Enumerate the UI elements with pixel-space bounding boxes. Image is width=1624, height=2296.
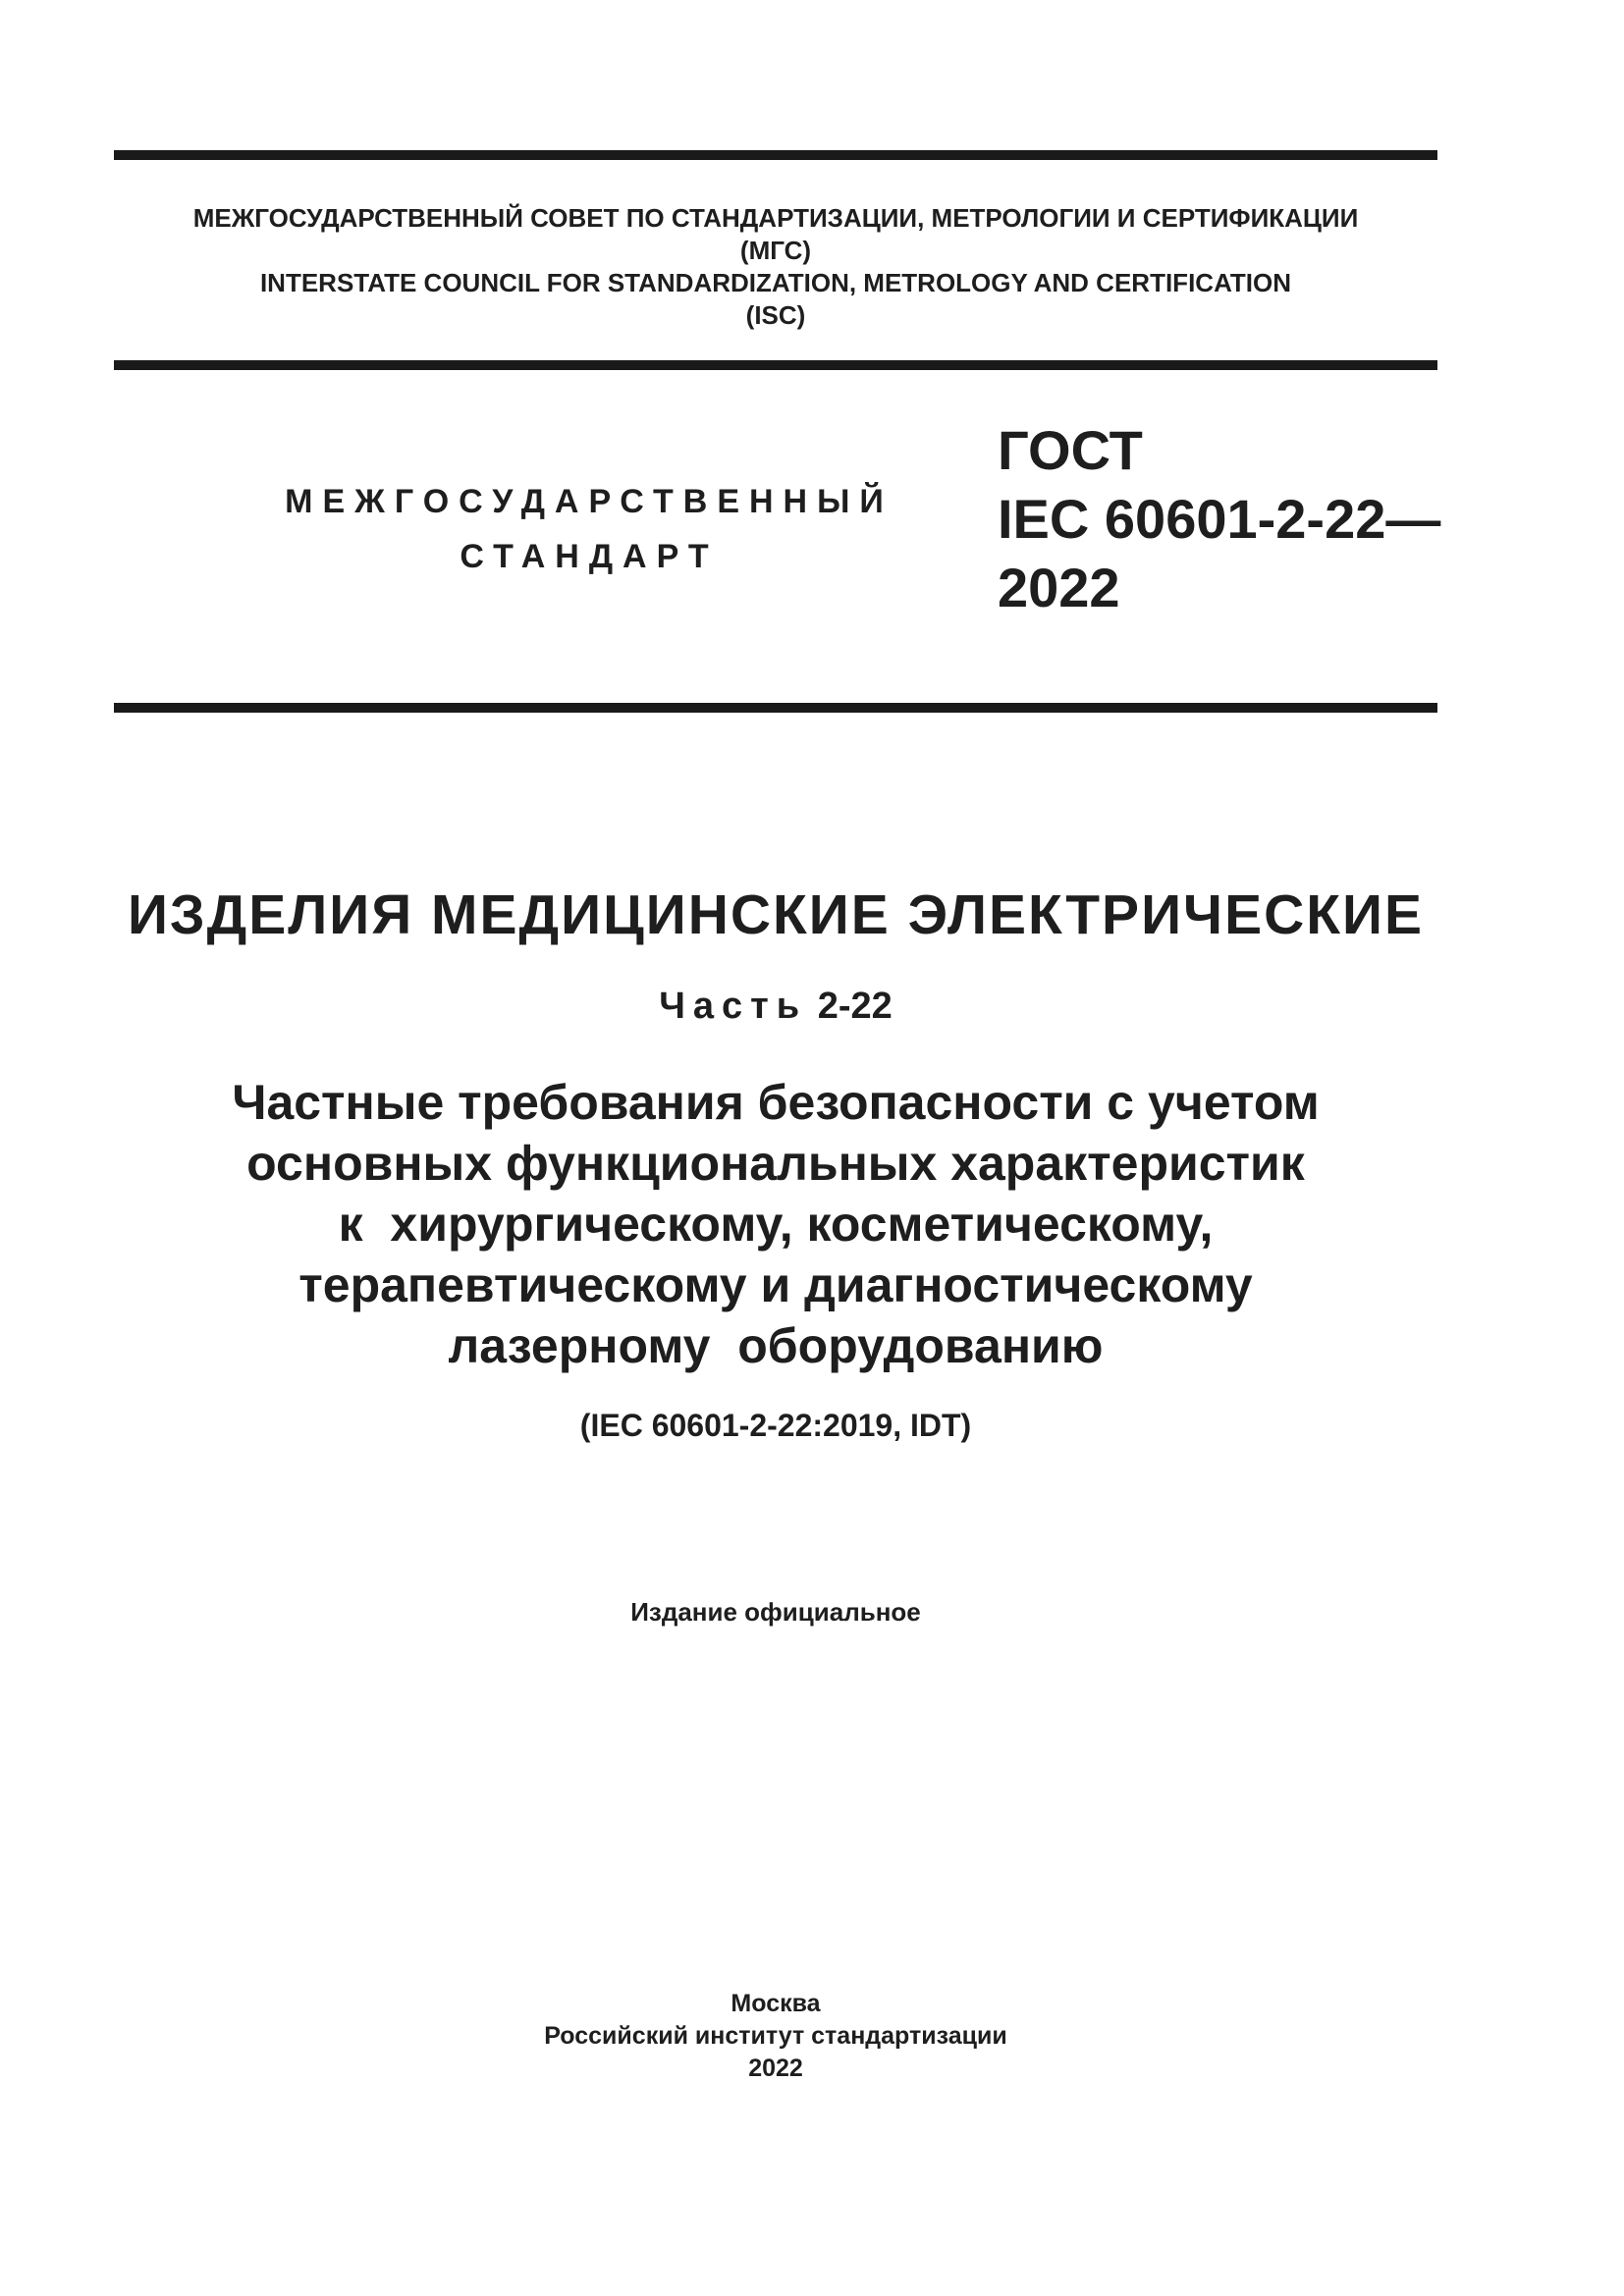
designation-rule [114,703,1437,713]
standard-designation [998,416,1440,622]
standard-kind-line1: МЕЖГОСУДАРСТВЕННЫЙ [285,483,893,520]
document-title: ИЗДЕЛИЯ МЕДИЦИНСКИЕ ЭЛЕКТРИЧЕСКИЕ [127,883,1425,946]
council-header [114,202,1437,332]
council-name-en: INTERSTATE COUNCIL FOR STANDARDIZATION, METROLOGY AND CERTIFICATION [259,268,1292,297]
edition-note: Издание официальное [630,1597,921,1627]
part-word: Часть [659,986,808,1027]
standard-id-line1: ГОСТ [998,419,1143,481]
imprint-publisher: Российский институт стандартизации [544,2022,1007,2050]
standard-id-line2: IEC 60601-2-22— [998,488,1441,550]
subtitle-line: основных функциональных характеристик [246,1136,1305,1191]
subtitle-line: к хирургическому, косметическому, [338,1197,1214,1252]
part-number: 2-22 [817,986,893,1027]
subtitle-line: Частные требования безопасности с учетом [232,1075,1320,1130]
part-label [114,982,1437,1031]
document-subtitle [114,1072,1437,1376]
header-rule [114,360,1437,370]
imprint-year: 2022 [748,2055,803,2082]
iec-reference: (IEC 60601-2-22:2019, IDT) [579,1408,972,1443]
subtitle-line: терапевтическому и диагностическому [298,1257,1253,1312]
council-abbr-ru: (МГС) [739,236,812,265]
imprint-city: Москва [731,1990,821,2017]
top-rule [114,150,1437,160]
council-abbr-en: (ISC) [745,300,806,330]
standard-id-line3: 2022 [998,557,1120,618]
council-name-ru: МЕЖГОСУДАРСТВЕННЫЙ СОВЕТ ПО СТАНДАРТИЗАЦИИ, МЕТРОЛОГИИ И СЕРТИФИКАЦИИ [192,203,1359,233]
imprint [114,1988,1437,2085]
standard-kind [245,474,933,584]
standard-kind-line2: СТАНДАРТ [460,538,719,575]
subtitle-line: лазерному оборудованию [448,1318,1104,1373]
